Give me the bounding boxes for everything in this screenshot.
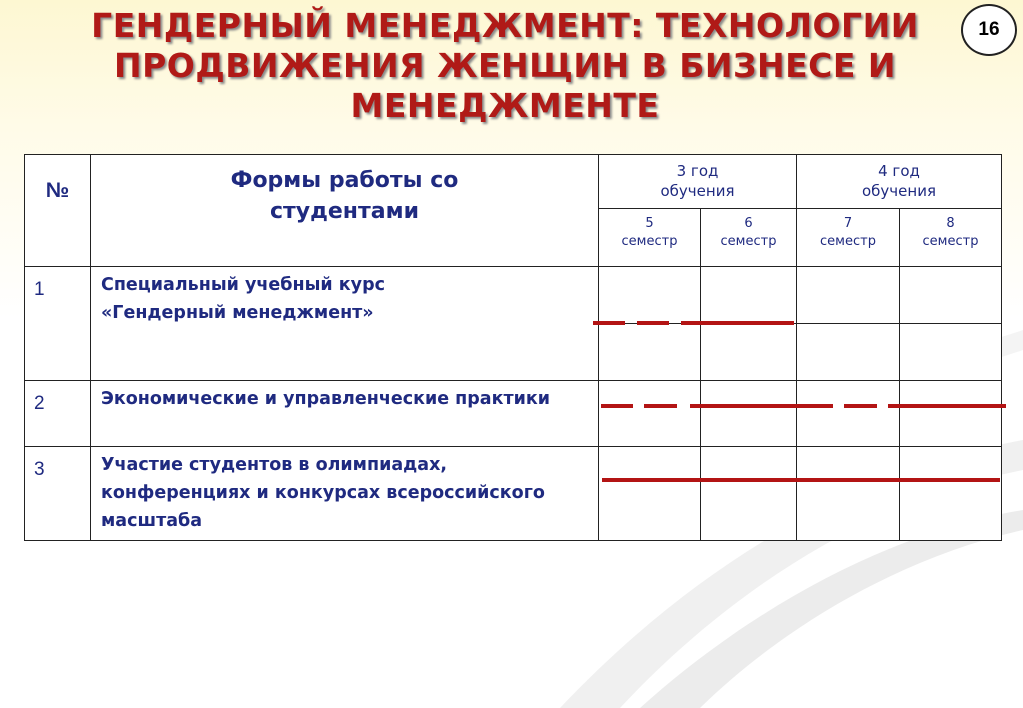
timeline-dash (637, 321, 669, 325)
slide-title-line: ГЕНДЕРНЫЙ МЕНЕДЖМЕНТ: ТЕХНОЛОГИИ (91, 6, 919, 45)
table-cell (701, 447, 797, 541)
table-cell (599, 447, 701, 541)
timeline-dash (593, 321, 625, 325)
semester-label: семестр (820, 234, 876, 249)
table-cell (599, 267, 701, 324)
row-number: 3 (25, 447, 91, 541)
row-work-form (91, 447, 599, 541)
semester-number: 6 (744, 216, 753, 231)
page-number-badge: 16 (961, 4, 1017, 56)
header-number: № (25, 155, 91, 267)
table-cell (701, 381, 797, 447)
table-header-row (25, 155, 1002, 209)
slide-title-line: МЕНЕДЖМЕНТЕ (350, 86, 660, 125)
table-row (25, 267, 1002, 324)
semester-number: 5 (645, 216, 654, 231)
header-work-forms-label: Формы работы со студентами (230, 168, 459, 224)
table-row (25, 447, 1002, 541)
timeline-line (602, 478, 1000, 482)
row-number: 1 (25, 267, 91, 381)
timeline-dash (601, 404, 633, 408)
row-work-form (91, 381, 599, 447)
semester-label: семестр (720, 234, 777, 249)
row-work-form (91, 267, 599, 381)
table-cell (797, 324, 900, 381)
table-cell (797, 381, 900, 447)
table-cell (701, 267, 797, 324)
semester-number: 7 (843, 216, 853, 231)
table-cell (797, 267, 900, 324)
semester-number: 8 (946, 216, 955, 231)
row-work-form-text: Участие студентов в олимпиадах, конференциях и конкурсах всероссийского масштаба (101, 455, 545, 531)
header-semester-6 (701, 209, 797, 267)
semester-label: семестр (922, 234, 979, 249)
header-year-3 (599, 155, 797, 209)
timeline-dash (690, 404, 833, 408)
table-cell (599, 324, 701, 381)
header-year-4 (797, 155, 1002, 209)
work-forms-table (24, 154, 1002, 541)
timeline-dash (644, 404, 677, 408)
table-cell (599, 381, 701, 447)
header-year-line: обучения (862, 182, 936, 200)
timeline-dash (888, 404, 1006, 408)
timeline-dash (844, 404, 877, 408)
slide-title (40, 6, 970, 126)
row-work-form-text: Специальный учебный курс «Гендерный менеджмент» (101, 275, 385, 323)
timeline-dash (681, 321, 794, 325)
row-number: 2 (25, 381, 91, 447)
table-cell (701, 324, 797, 381)
table-cell (797, 447, 900, 541)
slide-title-line: ПРОДВИЖЕНИЯ ЖЕНЩИН В БИЗНЕСЕ И (113, 46, 896, 85)
table-cell (900, 447, 1002, 541)
header-semester-7 (797, 209, 900, 267)
table-cell (900, 324, 1002, 381)
table-row (25, 381, 1002, 447)
header-year-line: обучения (660, 182, 735, 200)
header-semester-5 (599, 209, 701, 267)
row-work-form-text: Экономические и управленческие практики (101, 389, 551, 409)
header-year-line: 3 год (676, 162, 719, 180)
header-work-forms (91, 155, 599, 267)
semester-label: семестр (621, 234, 678, 249)
table-cell (900, 267, 1002, 324)
header-year-line: 4 год (878, 162, 920, 180)
header-semester-8 (900, 209, 1002, 267)
table-cell (900, 381, 1002, 447)
